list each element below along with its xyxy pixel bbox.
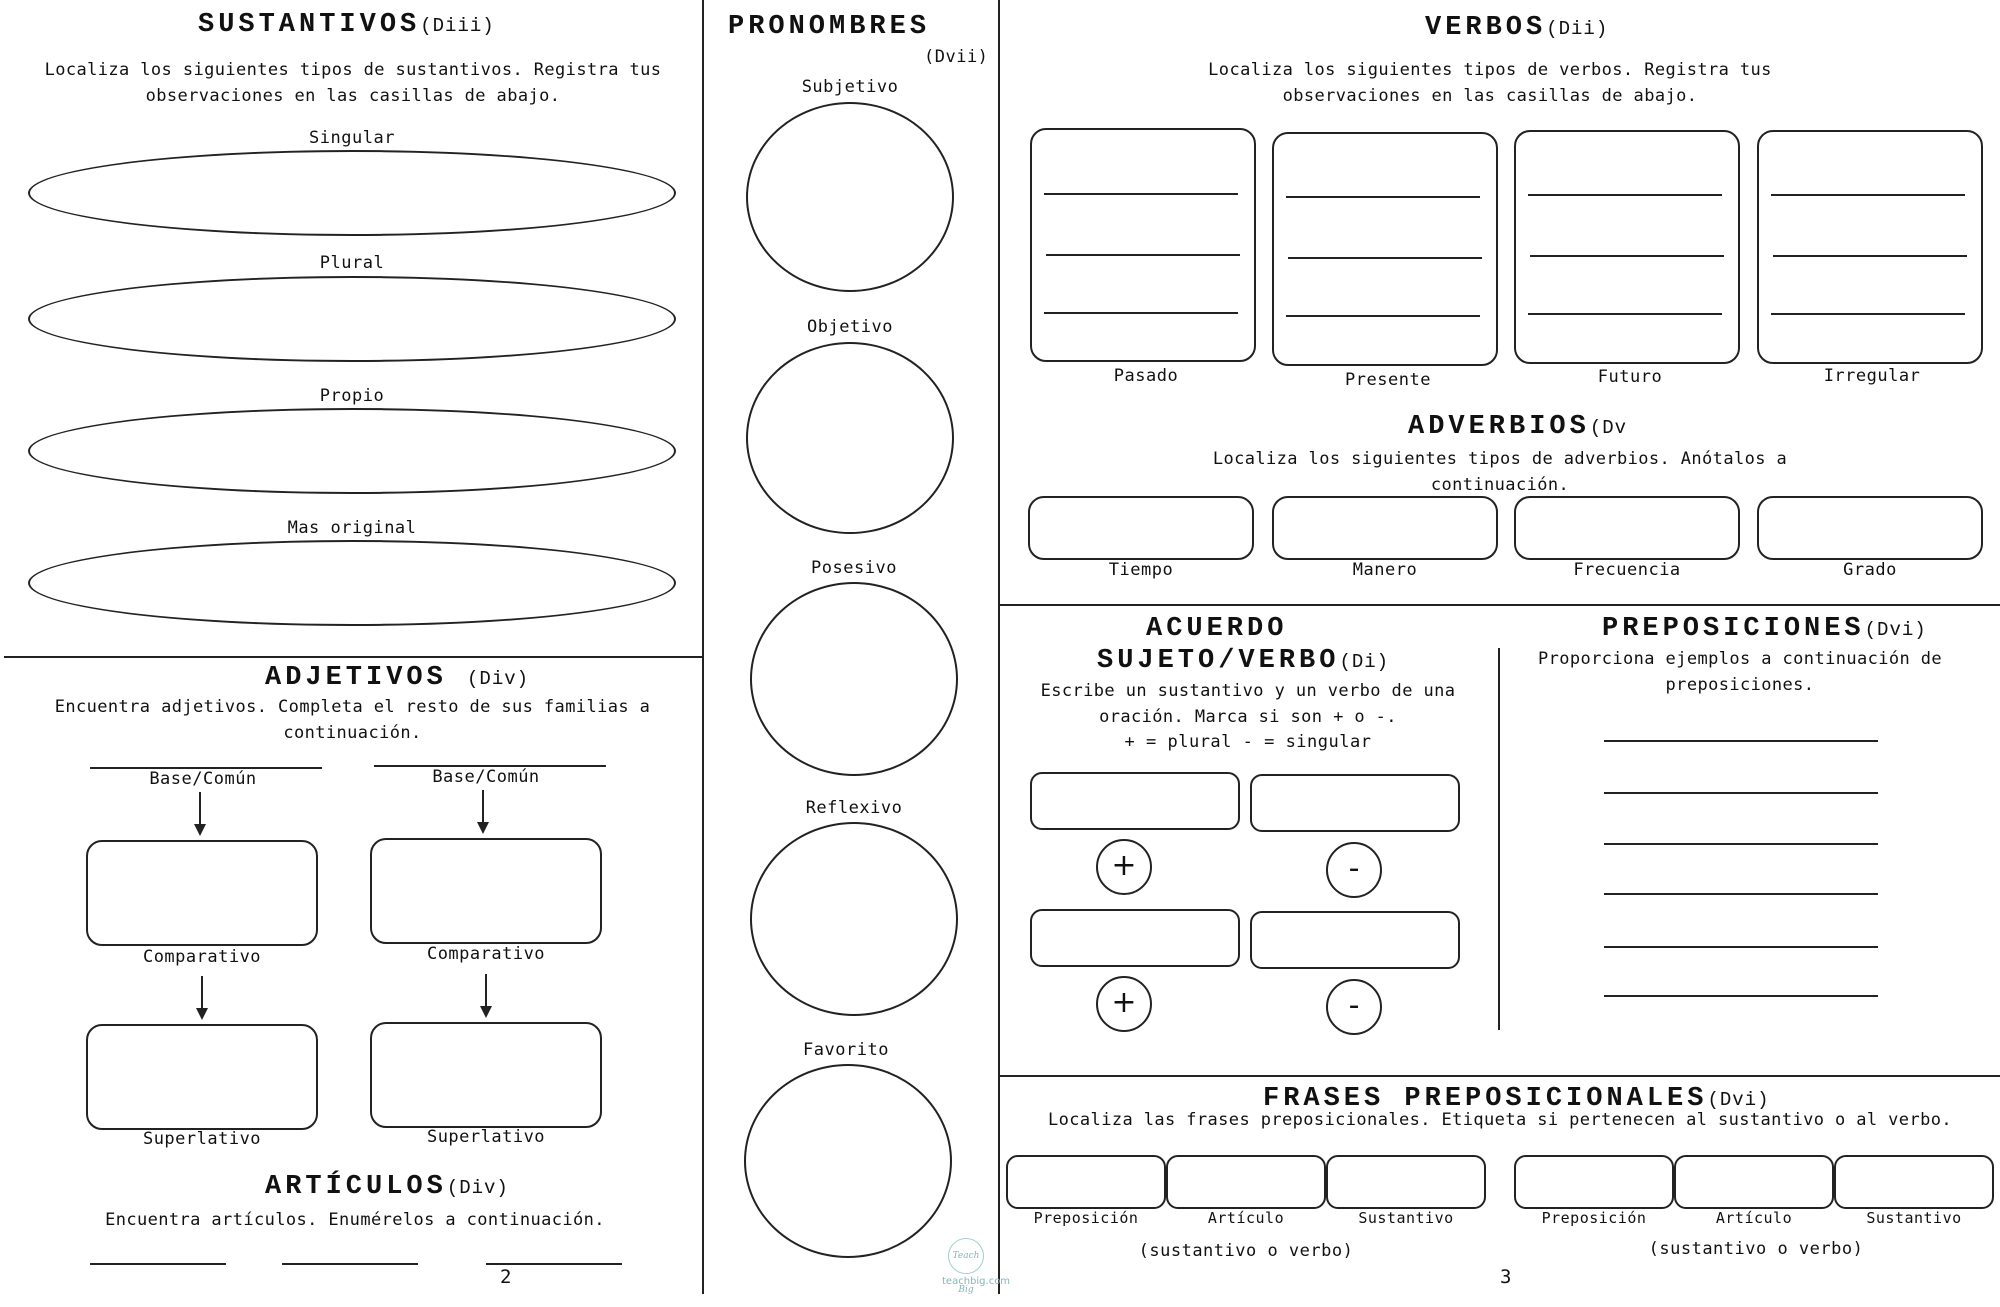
frases-title: FRASES PREPOSICIONALES(Dvi) [1263, 1084, 1770, 1114]
pasado-line-2[interactable] [1046, 254, 1240, 256]
choice-label-2: (sustantivo o verbo) [1648, 1239, 1864, 1259]
adverbios-title: ADVERBIOS(Dv [1408, 412, 1628, 442]
presente-line-3[interactable] [1286, 315, 1480, 317]
label-posesivo: Posesivo [811, 558, 897, 578]
label-pasado: Pasado [1113, 366, 1179, 386]
irregular-line-3[interactable] [1771, 313, 1965, 315]
sustantivos-instructions: Localiza los siguientes tipos de sustantivos. Registra tus observaciones en las casillas de abajo. [44, 60, 662, 106]
articulo-line-3[interactable] [486, 1263, 622, 1265]
choice-label-1: (sustantivo o verbo) [1138, 1241, 1354, 1261]
label-singular: Singular [309, 128, 395, 148]
box-manero[interactable] [1272, 496, 1498, 560]
circle-subjetivo[interactable] [746, 102, 954, 292]
box-articulo-1[interactable] [1166, 1155, 1326, 1209]
circle-posesivo[interactable] [750, 582, 958, 776]
preposicion-line-3[interactable] [1604, 843, 1878, 845]
box-sujeto-2[interactable] [1030, 909, 1240, 967]
adverbios-instructions: Localiza los siguientes tipos de adverbios. Anótalos a continuación. [1212, 449, 1788, 495]
box-preposicion-1[interactable] [1006, 1155, 1166, 1209]
label-articulo-2: Artículo [1715, 1209, 1793, 1227]
acuerdo-title-line1: ACUERDO [1146, 614, 1288, 644]
preposicion-line-1[interactable] [1604, 740, 1878, 742]
label-manero: Manero [1352, 560, 1418, 580]
box-comparativo-2[interactable] [370, 838, 602, 944]
box-grado[interactable] [1757, 496, 1983, 560]
box-tiempo[interactable] [1028, 496, 1254, 560]
box-preposicion-2[interactable] [1514, 1155, 1674, 1209]
circle-objetivo[interactable] [746, 342, 954, 534]
verbos-instructions: Localiza los siguientes tipos de verbos. Registra tus observaciones en las casillas de abajo. [1208, 60, 1772, 106]
label-tiempo: Tiempo [1108, 560, 1174, 580]
preposicion-line-6[interactable] [1604, 995, 1878, 997]
label-preposicion-1: Preposición [1033, 1209, 1139, 1227]
minus-circle-icon[interactable]: - [1326, 979, 1382, 1035]
box-irregular[interactable] [1757, 130, 1983, 364]
preposiciones-instructions: Proporciona ejemplos a continuación de preposiciones. [1537, 649, 1943, 695]
plus-circle-icon[interactable]: + [1096, 976, 1152, 1032]
adjetivos-instructions: Encuentra adjetivos. Completa el resto de sus familias a continuación. [54, 697, 651, 743]
plus-circle-icon[interactable]: + [1096, 839, 1152, 895]
box-sustantivo-1[interactable] [1326, 1155, 1486, 1209]
superlativo-label-2: Superlativo [426, 1127, 546, 1147]
label-futuro: Futuro [1597, 367, 1663, 387]
preposiciones-title: PREPOSICIONES(Dvi) [1602, 614, 1927, 644]
box-articulo-2[interactable] [1674, 1155, 1834, 1209]
label-mas-original: Mas original [287, 518, 417, 538]
arrow-down-icon [485, 974, 487, 1016]
acuerdo-legend: + = plural - = singular [1124, 732, 1372, 752]
arrow-down-icon [482, 790, 484, 832]
base-label-2: Base/Común [432, 767, 540, 787]
futuro-line-3[interactable] [1528, 313, 1722, 315]
articulo-line-2[interactable] [282, 1263, 418, 1265]
superlativo-label-1: Superlativo [142, 1129, 262, 1149]
adjetivos-title: ADJETIVOS (Div) [265, 663, 530, 693]
presente-line-1[interactable] [1286, 196, 1480, 198]
irregular-line-2[interactable] [1773, 255, 1967, 257]
acuerdo-instructions: Escribe un sustantivo y un verbo de una oración. Marca si son + o -. [1040, 681, 1456, 727]
box-sujeto-1[interactable] [1030, 772, 1240, 830]
label-grado: Grado [1843, 560, 1897, 580]
ellipse-plural[interactable] [28, 276, 676, 362]
articulo-line-1[interactable] [90, 1263, 226, 1265]
teachbig-url: teachbig.com [942, 1276, 1011, 1287]
label-plural: Plural [319, 253, 385, 273]
box-frecuencia[interactable] [1514, 496, 1740, 560]
divider-acuerdo-frases [998, 1075, 2000, 1077]
page-number-left: 2 [500, 1266, 512, 1288]
presente-line-2[interactable] [1288, 257, 1482, 259]
sustantivos-title: SUSTANTIVOS(Diii) [198, 10, 495, 40]
label-reflexivo: Reflexivo [805, 798, 903, 818]
circle-reflexivo[interactable] [750, 822, 958, 1016]
page-divider-2 [998, 0, 1000, 1294]
circle-favorito[interactable] [744, 1064, 952, 1258]
label-presente: Presente [1345, 370, 1431, 390]
pasado-line-3[interactable] [1044, 312, 1238, 314]
acuerdo-title-line2: SUJETO/VERBO(Di) [1097, 646, 1390, 676]
box-verbo-1[interactable] [1250, 774, 1460, 832]
teachbig-logo: Teach Big [948, 1238, 984, 1274]
divider-verbos-acuerdo [998, 604, 2000, 606]
page-number-right: 3 [1500, 1266, 1512, 1288]
comparativo-label-2: Comparativo [426, 944, 546, 964]
verbos-title: VERBOS(Dii) [1425, 13, 1609, 43]
articulos-instructions: Encuentra artículos. Enumérelos a continuación. [105, 1210, 605, 1230]
label-frecuencia: Frecuencia [1573, 560, 1681, 580]
label-propio: Propio [319, 386, 385, 406]
pronombres-title: PRONOMBRES [728, 12, 931, 42]
label-objetivo: Objetivo [807, 317, 893, 337]
comparativo-label-1: Comparativo [142, 947, 262, 967]
box-futuro[interactable] [1514, 130, 1740, 364]
preposicion-line-4[interactable] [1604, 893, 1878, 895]
box-comparativo-1[interactable] [86, 840, 318, 946]
box-verbo-2[interactable] [1250, 911, 1460, 969]
arrow-down-icon [201, 976, 203, 1018]
pronombres-code: (Dvii) [924, 47, 989, 67]
label-irregular: Irregular [1823, 366, 1921, 386]
box-presente[interactable] [1272, 132, 1498, 366]
ellipse-singular[interactable] [28, 150, 676, 236]
articulos-title: ARTÍCULOS(Div) [265, 1172, 509, 1202]
preposicion-line-5[interactable] [1604, 946, 1878, 948]
label-articulo-1: Artículo [1207, 1209, 1285, 1227]
box-superlativo-1[interactable] [86, 1024, 318, 1130]
futuro-line-1[interactable] [1528, 194, 1722, 196]
ellipse-propio[interactable] [28, 408, 676, 494]
pasado-line-1[interactable] [1044, 193, 1238, 195]
frases-instructions: Localiza las frases preposicionales. Etiqueta si pertenecen al sustantivo o al verbo. [1048, 1110, 1952, 1130]
futuro-line-2[interactable] [1530, 255, 1724, 257]
irregular-line-1[interactable] [1771, 194, 1965, 196]
arrow-down-icon [199, 792, 201, 834]
box-sustantivo-2[interactable] [1834, 1155, 1994, 1209]
ellipse-mas-original[interactable] [28, 540, 676, 626]
divider-sust-adj [4, 656, 702, 658]
label-preposicion-2: Preposición [1541, 1209, 1647, 1227]
box-pasado[interactable] [1030, 128, 1256, 362]
minus-circle-icon[interactable]: - [1326, 842, 1382, 898]
label-sustantivo-1: Sustantivo [1358, 1209, 1454, 1227]
preposicion-line-2[interactable] [1604, 792, 1878, 794]
label-favorito: Favorito [803, 1040, 889, 1060]
label-sustantivo-2: Sustantivo [1866, 1209, 1962, 1227]
base-label-1: Base/Común [149, 769, 257, 789]
box-superlativo-2[interactable] [370, 1022, 602, 1128]
page-divider-1 [702, 0, 704, 1294]
label-subjetivo: Subjetivo [801, 77, 899, 97]
divider-acuerdo-prep [1498, 648, 1500, 1030]
